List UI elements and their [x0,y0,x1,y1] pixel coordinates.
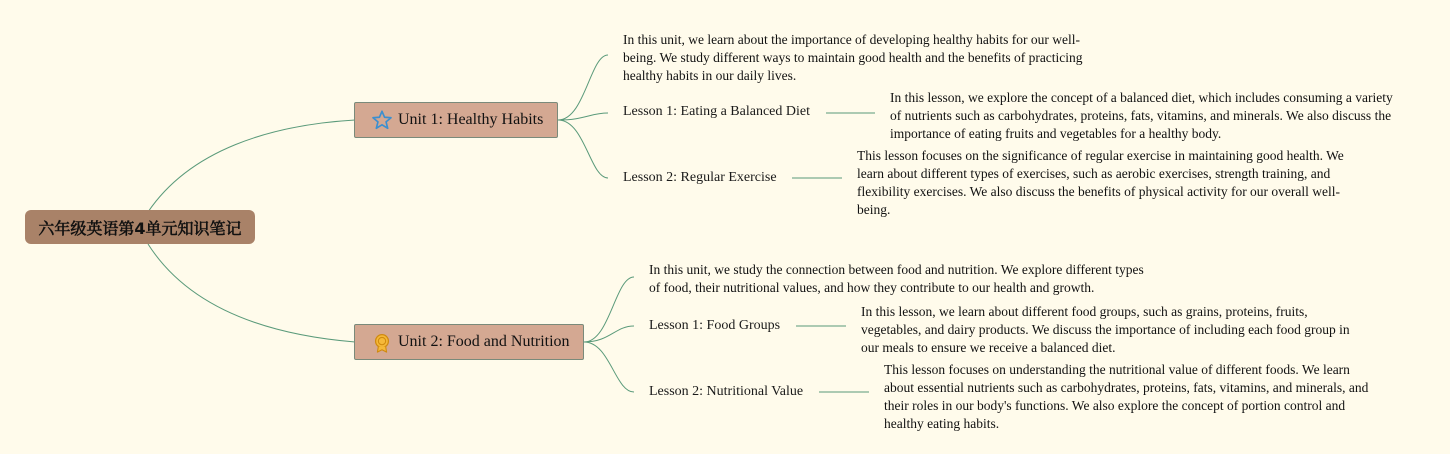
connector-unit1-lesson1 [558,113,608,120]
unit-2-summary: In this unit, we study the connection between food and nutrition. We explore different types of food, their nutritional values, and how they contribute to our health and growth. [649,262,1144,295]
root-topic[interactable] [25,210,255,244]
unit-2-lesson-2[interactable]: Lesson 2: Nutritional Value [649,384,804,399]
unit-1-lesson-2-detail: This lesson focuses on the significance of regular exercise in maintaining good health. We learn about different types of exercises, such as aerobic exercises, strength training, and flexibility exercises. We also discuss the benefits of physical activity for our overall well-being. [857,148,1344,217]
unit-2-title: Unit 2: Food and Nutrition [398,333,570,350]
unit-1-lesson-1[interactable]: Lesson 1: Eating a Balanced Diet [623,104,810,119]
connector-root-unit1 [148,120,355,212]
unit-2-lesson-2-detail: This lesson focuses on understanding the nutritional value of different foods. We learn about essential nutrients such as carbohydrates, proteins, fats, vitamins, and minerals, and their roles in our body's functions. We also explore the concept of portion control and healthy eating habits. [884,362,1369,431]
unit-1-summary: In this unit, we learn about the importance of developing healthy habits for our well-being. We study different ways to maintain good health and the benefits of practicing healthy habits in our daily lives. [623,32,1083,83]
unit-2-lesson-1-detail: In this lesson, we learn about different food groups, such as grains, proteins, fruits, vegetables, and dairy products. We discuss the importance of including each food group in our meals to ensure we receive a balanced diet. [861,304,1350,355]
connector-unit2-summary [584,277,634,342]
unit-1-title: Unit 1: Healthy Habits [398,111,544,128]
connector-root-unit2 [148,244,355,342]
star-icon [371,109,393,131]
connector-unit2-lesson2 [584,342,634,392]
unit-1-topic[interactable] [354,102,558,138]
connector-unit1-lesson2 [558,120,608,178]
medal-icon [371,331,393,353]
unit-1-lesson-2[interactable]: Lesson 2: Regular Exercise [623,170,777,185]
connector-unit1-summary [558,55,608,120]
unit-2-lesson-1[interactable]: Lesson 1: Food Groups [649,318,781,333]
unit-2-topic[interactable] [354,324,584,360]
root-title: 六年级英语第4单元知识笔记 [38,218,242,238]
unit-1-lesson-1-detail: In this lesson, we explore the concept of a balanced diet, which includes consuming a variety of nutrients such as carbohydrates, proteins, fats, vitamins, and minerals. We also discuss the importance of eating fruits and vegetables for a healthy body. [890,90,1393,141]
